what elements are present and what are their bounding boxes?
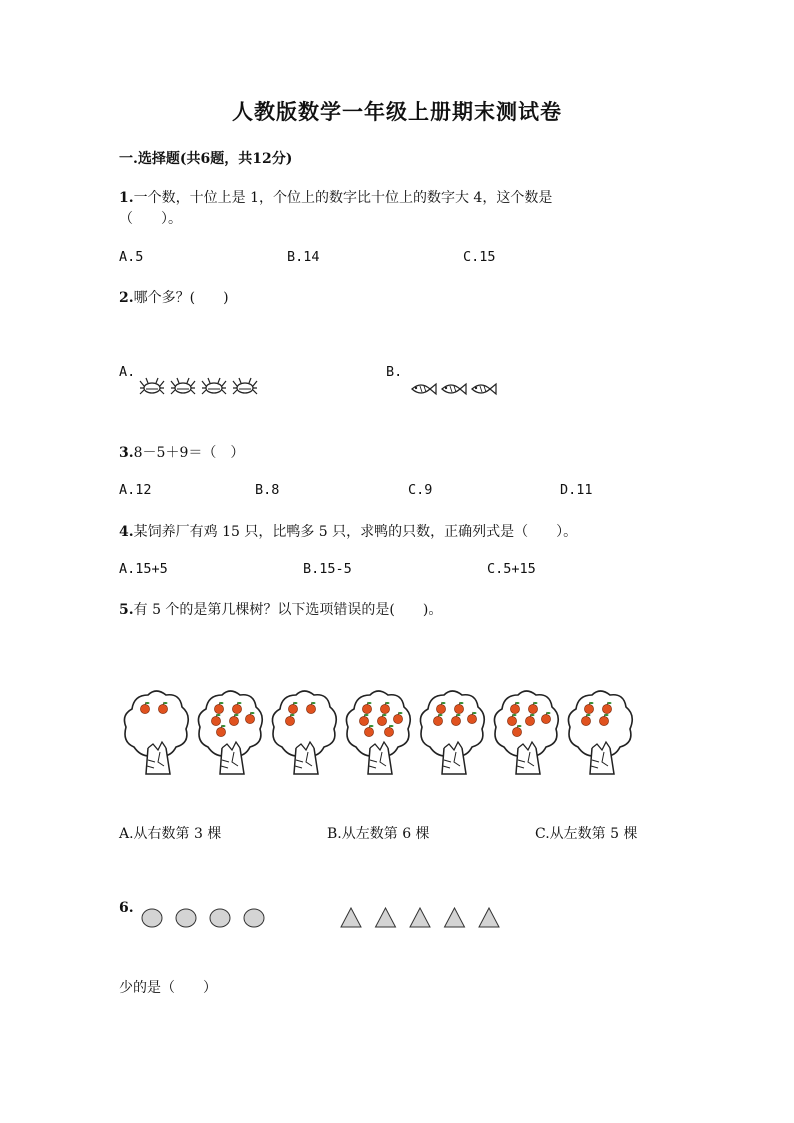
option-b[interactable]: B.14 <box>287 249 320 265</box>
question-6-number <box>119 900 134 916</box>
fish-icon <box>412 384 436 394</box>
apple-tree <box>568 691 632 774</box>
option-c[interactable]: C.15 <box>463 249 496 265</box>
question-number: 3. <box>119 445 134 461</box>
triangle-shape <box>376 908 396 927</box>
triangle-shape <box>341 908 361 927</box>
option-a[interactable]: A.15+5 <box>119 561 168 577</box>
question-1-line2: （ ）。 <box>119 211 182 227</box>
triangle-shape <box>410 908 430 927</box>
fish-icon <box>442 384 466 394</box>
question-5 <box>119 599 442 619</box>
option-c[interactable]: C.5+15 <box>487 561 536 577</box>
crab-icon <box>202 378 226 394</box>
option-b[interactable]: B.15-5 <box>303 561 352 577</box>
apple-tree <box>198 691 262 774</box>
question-text: 8－5＋9＝（ ） <box>133 445 245 461</box>
option-c[interactable]: C.9 <box>408 482 433 498</box>
question-3 <box>119 442 244 462</box>
option-a[interactable]: A. <box>119 364 136 380</box>
option-a[interactable]: A.从右数第 3 棵 <box>119 826 222 842</box>
section-heading: 一.选择题(共6题，共12分) <box>119 151 293 167</box>
apple-tree <box>346 691 410 774</box>
option-b[interactable]: B.从左数第 6 棵 <box>327 826 430 842</box>
apple-tree <box>124 691 188 774</box>
question-text: 有 5 个的是第几棵树？以下选项错误的是( )。 <box>133 602 443 618</box>
crab-icon <box>233 378 257 394</box>
fish-icon <box>472 384 496 394</box>
apple-tree <box>420 691 484 774</box>
crab-icon-group <box>138 376 268 398</box>
question-text: 某饲养厂有鸡 15 只，比鸭多 5 只，求鸭的只数，正确列式是（ ）。 <box>133 524 578 540</box>
triangle-shape <box>445 908 465 927</box>
question-number: 5. <box>119 602 134 618</box>
option-b[interactable]: B. <box>386 364 403 380</box>
crab-icon <box>140 378 164 394</box>
question-number: 2. <box>119 290 134 306</box>
option-a[interactable]: A.5 <box>119 249 144 265</box>
question-number: 6. <box>119 900 134 916</box>
question-number: 1. <box>119 190 134 206</box>
circle-shape <box>176 909 196 927</box>
question-text: 哪个多？( ) <box>133 290 229 306</box>
option-c[interactable]: C.从左数第 5 棵 <box>535 826 638 842</box>
option-a[interactable]: A.12 <box>119 482 152 498</box>
triangle-shape <box>479 908 499 927</box>
question-6-text: 少的是（ ） <box>119 980 217 996</box>
fish-icon-group <box>408 379 503 399</box>
option-b[interactable]: B.8 <box>255 482 280 498</box>
question-4 <box>119 521 577 541</box>
question-2 <box>119 287 229 307</box>
circle-shape <box>210 909 230 927</box>
shapes-illustration <box>140 905 505 931</box>
crab-icon <box>171 378 195 394</box>
question-text: 一个数，十位上是 1，个位上的数字比十位上的数字大 4，这个数是 <box>133 190 553 206</box>
option-d[interactable]: D.11 <box>560 482 593 498</box>
question-1 <box>119 187 552 207</box>
apple-trees-illustration <box>118 682 638 782</box>
circle-shape <box>244 909 264 927</box>
page-title: 人教版数学一年级上册期末测试卷 <box>232 99 562 124</box>
circle-shape <box>142 909 162 927</box>
apple-tree <box>494 691 558 774</box>
question-number: 4. <box>119 524 134 540</box>
apple-tree <box>272 691 336 774</box>
